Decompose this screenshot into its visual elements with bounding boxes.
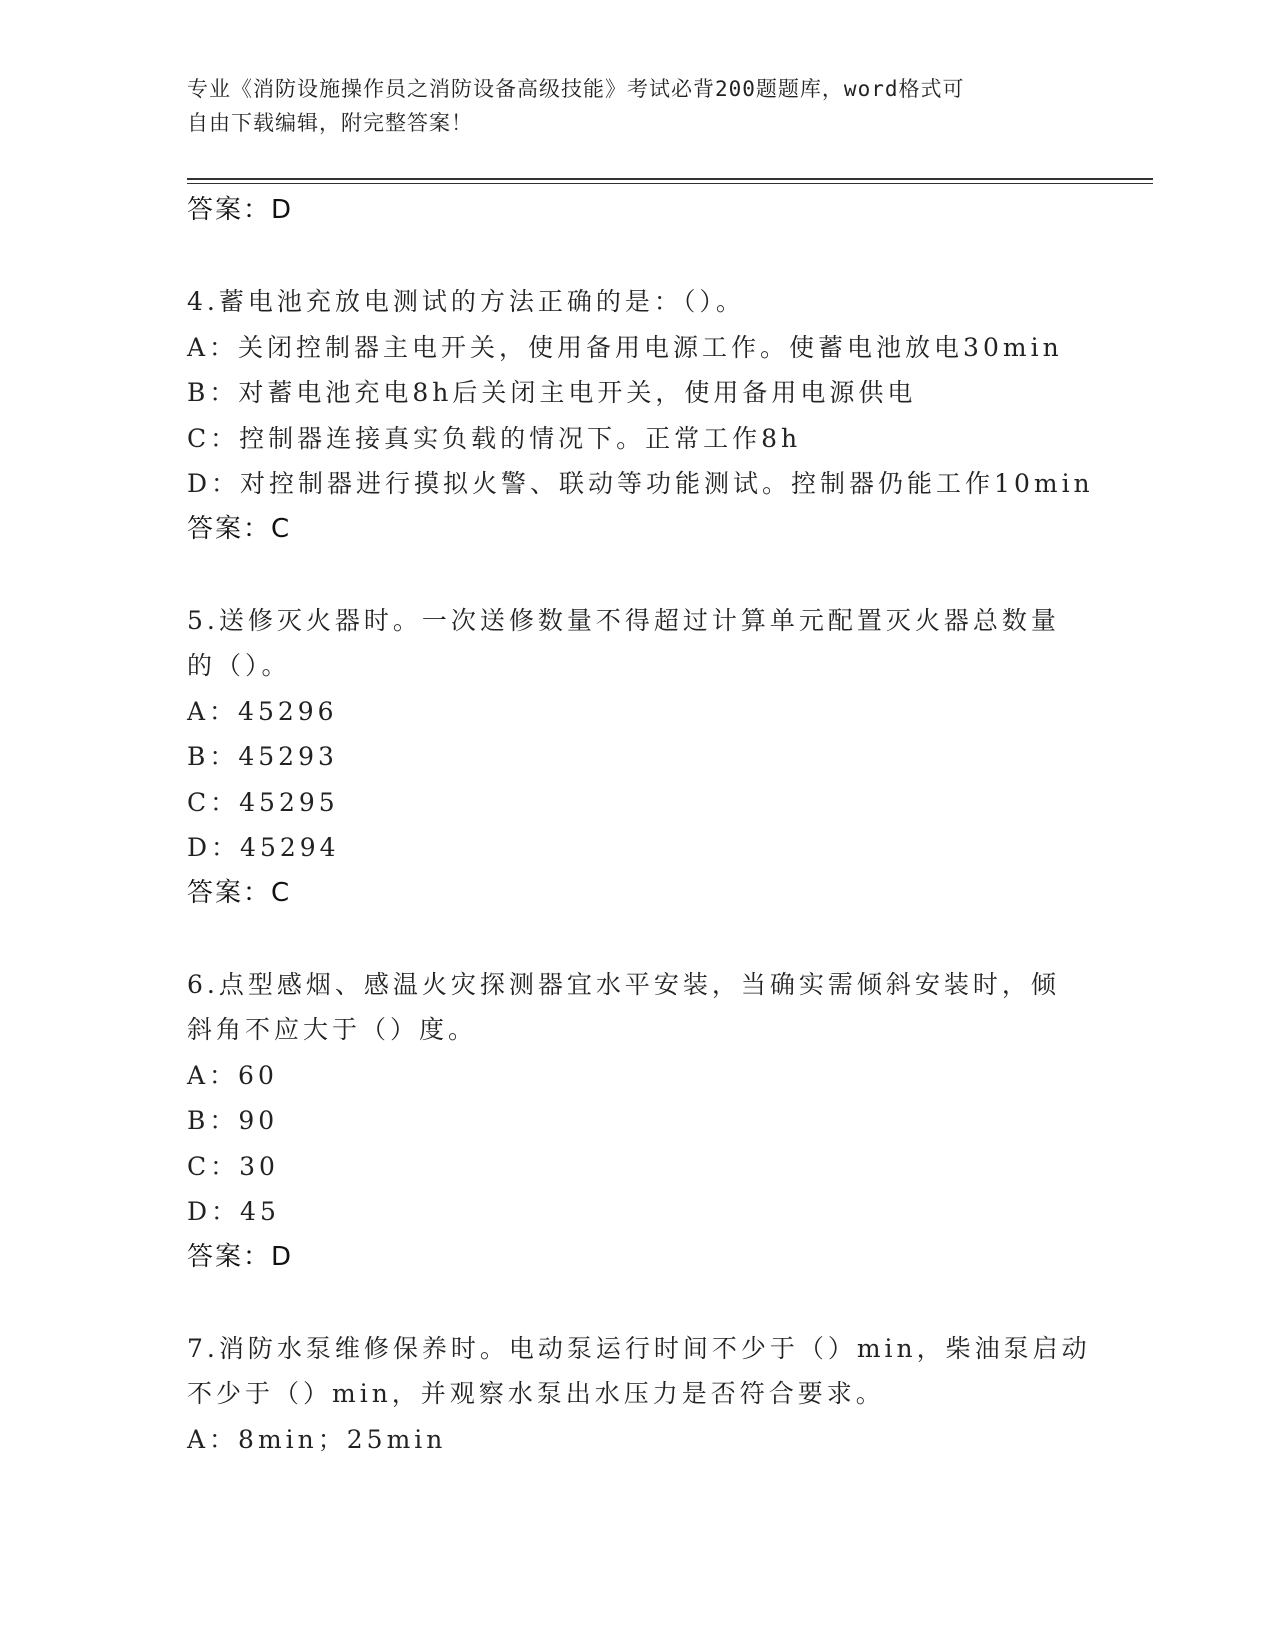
question-text-line-2: 不少于（）min，并观察水泵出水压力是否符合要求。 xyxy=(187,1379,885,1408)
header-divider-thin xyxy=(187,183,1153,184)
question-text-line-2: 斜角不应大于（）度。 xyxy=(187,1015,478,1044)
option-a: A：60 xyxy=(187,1060,278,1090)
option-b: B：45293 xyxy=(187,742,338,771)
option-b: B：90 xyxy=(187,1106,279,1135)
option-c: C：45295 xyxy=(187,787,339,817)
spacer xyxy=(187,234,1087,280)
option-b: B：对蓄电池充电8h后关闭主电开关，使用备用电源供电 xyxy=(187,378,917,407)
header-line-2: 自由下载编辑，附完整答案！ xyxy=(187,111,473,135)
option-a: A：关闭控制器主电开关，使用备用电源工作。使蓄电池放电30min xyxy=(187,332,1063,362)
question-4 xyxy=(187,279,1094,552)
question-text-line-1: 6.点型感烟、感温火灾探测器宜水平安装，当确实需倾斜安装时，倾 xyxy=(187,969,1060,999)
option-d: D：对控制器进行摸拟火警、联动等功能测试。控制器仍能工作10min xyxy=(187,469,1094,498)
header-line-1: 专业《消防设施操作员之消防设备高级技能》考试必背200题题库，word格式可 xyxy=(187,77,965,101)
spacer xyxy=(187,916,1087,962)
answer: 答案：C xyxy=(187,877,292,908)
option-d: D：45 xyxy=(187,1197,280,1226)
question-7 xyxy=(187,1326,1091,1463)
spacer xyxy=(187,1280,1087,1326)
option-a: A：8min；25min xyxy=(187,1424,447,1454)
question-text: 4.蓄电池充放电测试的方法正确的是：（）。 xyxy=(187,287,745,316)
header-divider-thick xyxy=(187,178,1153,180)
answer: 答案：D xyxy=(187,1241,294,1272)
spacer xyxy=(187,552,1087,598)
answer: 答案：C xyxy=(187,513,292,544)
question-text-line-1: 5.送修灭火器时。一次送修数量不得超过计算单元配置灭火器总数量 xyxy=(187,605,1060,635)
option-c: C：控制器连接真实负载的情况下。正常工作8h xyxy=(187,423,802,453)
option-c: C：30 xyxy=(187,1151,279,1181)
question-6 xyxy=(187,962,1087,1281)
page-header xyxy=(187,72,1067,140)
question-text-line-1: 7.消防水泵维修保养时。电动泵运行时间不少于（）min，柴油泵启动 xyxy=(187,1333,1091,1363)
question-text-line-2: 的（）。 xyxy=(187,651,291,680)
option-a: A：45296 xyxy=(187,696,338,726)
document-body xyxy=(187,188,1094,1462)
option-d: D：45294 xyxy=(187,833,340,862)
question-5 xyxy=(187,598,1087,917)
previous-answer: 答案：D xyxy=(187,195,294,225)
